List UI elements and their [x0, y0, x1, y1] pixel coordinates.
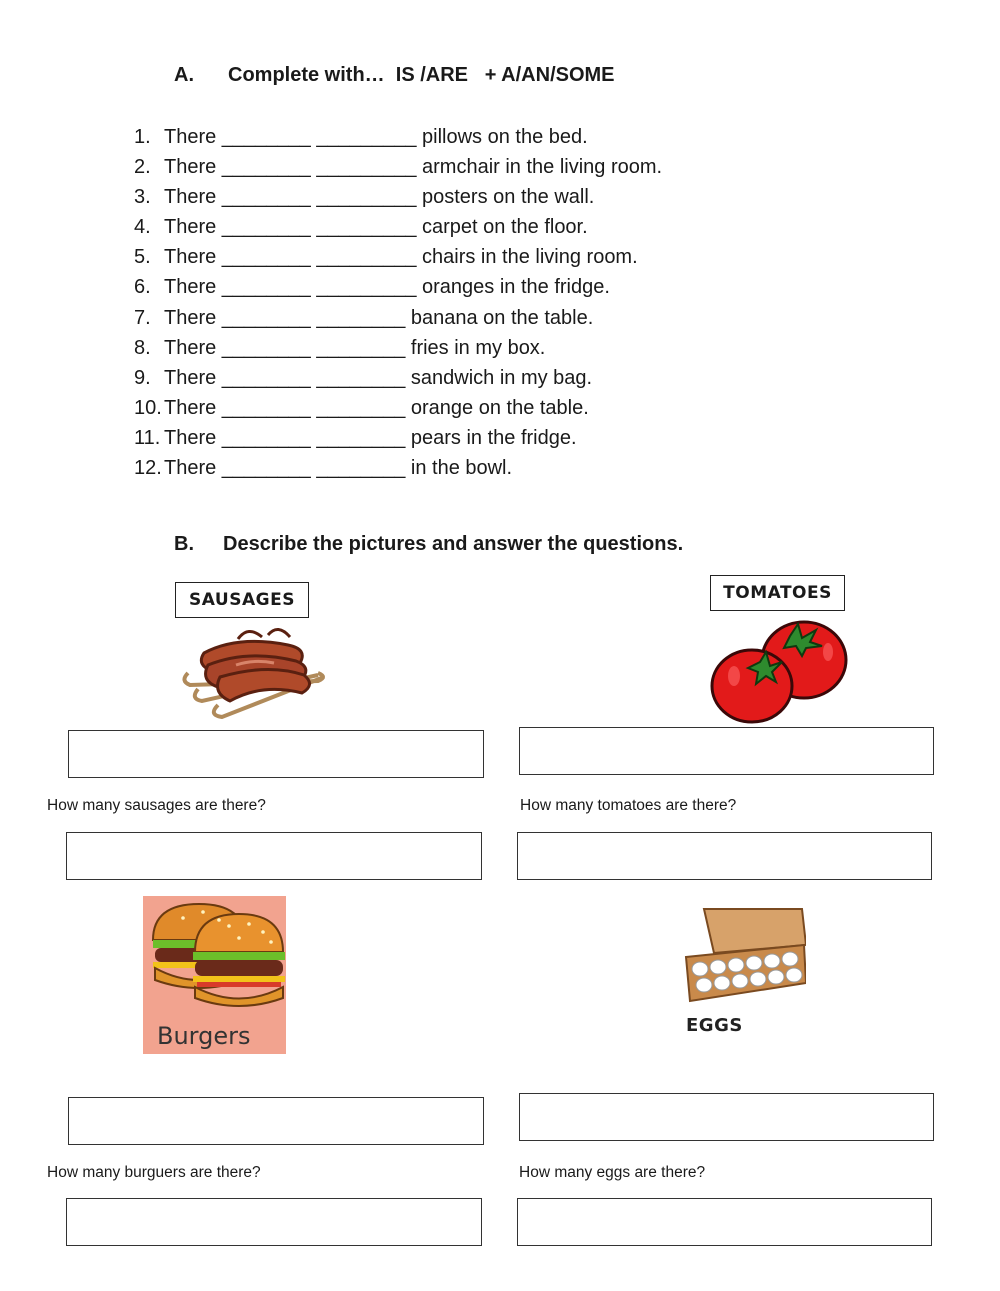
eggs-description-box[interactable] — [519, 1093, 934, 1141]
exercise-item-text: There ________ ________ in the bowl. — [164, 457, 513, 480]
section-b-letter: B. — [174, 533, 194, 555]
exercise-item — [134, 152, 662, 182]
tomatoes-description-box[interactable] — [519, 727, 934, 775]
section-b-title: Describe the pictures and answer the questions. — [223, 533, 684, 555]
exercise-item-number: 1. — [134, 126, 151, 148]
exercise-a-list — [134, 122, 662, 483]
exercise-item — [134, 453, 662, 483]
exercise-item-number: 12. — [134, 457, 162, 480]
egg-carton-icon — [684, 905, 806, 1005]
burgers-picture-caption: Burgers — [157, 1022, 251, 1050]
sausages-picture — [178, 615, 330, 723]
section-b-heading — [174, 533, 683, 556]
burger-icon — [143, 896, 286, 1016]
exercise-item-number: 5. — [134, 246, 151, 269]
exercise-item-number: 2. — [134, 156, 151, 179]
exercise-item-text: There ________ ________ orange on the table. — [164, 396, 589, 419]
exercise-item — [134, 272, 662, 302]
exercise-item-number: 8. — [134, 336, 151, 359]
exercise-item — [134, 182, 662, 212]
exercise-item — [134, 122, 662, 152]
exercise-item-text: There ________ ________ banana on the table. — [164, 306, 594, 329]
exercise-item — [134, 393, 662, 423]
burgers-question: How many burguers are there? — [47, 1164, 261, 1181]
tomatoes-label: TOMATOES — [710, 575, 845, 611]
eggs-picture — [684, 905, 806, 1039]
eggs-question: How many eggs are there? — [519, 1164, 706, 1181]
sausages-answer-box[interactable] — [66, 832, 482, 880]
section-a-title: Complete with… IS /ARE + A/AN/SOME — [228, 64, 615, 86]
tomatoes-picture — [710, 612, 850, 724]
exercise-item-text: There ________ ________ pears in the fridge. — [164, 426, 577, 449]
sausages-question: How many sausages are there? — [47, 797, 266, 814]
eggs-answer-box[interactable] — [517, 1198, 932, 1246]
burgers-answer-box[interactable] — [66, 1198, 482, 1246]
exercise-item — [134, 363, 662, 393]
exercise-item-number: 6. — [134, 276, 151, 299]
exercise-item-number: 11. — [134, 426, 161, 449]
sausages-label: SAUSAGES — [175, 582, 309, 618]
exercise-item — [134, 212, 662, 242]
exercise-item-text: There ________ _________ chairs in the living room. — [164, 246, 638, 269]
exercise-item — [134, 242, 662, 272]
eggs-picture-caption: EGGS — [686, 1015, 743, 1036]
exercise-item-number: 4. — [134, 216, 151, 239]
section-a-heading — [174, 64, 615, 87]
exercise-item-text: There ________ _________ posters on the wall. — [164, 186, 595, 209]
exercise-item-text: There ________ ________ fries in my box. — [164, 336, 546, 359]
exercise-item-number: 3. — [134, 186, 151, 209]
exercise-item-text: There ________ _________ oranges in the fridge. — [164, 276, 610, 299]
exercise-item-number: 7. — [134, 306, 151, 329]
exercise-item-text: There ________ _________ carpet on the floor. — [164, 216, 588, 239]
section-a-letter: A. — [174, 64, 194, 86]
burgers-picture — [143, 896, 286, 1054]
tomatoes-question: How many tomatoes are there? — [520, 797, 737, 814]
burgers-description-box[interactable] — [68, 1097, 484, 1145]
sausages-description-box[interactable] — [68, 730, 484, 778]
exercise-item — [134, 333, 662, 363]
tomatoes-answer-box[interactable] — [517, 832, 932, 880]
exercise-item-number: 10. — [134, 396, 162, 419]
exercise-item-text: There ________ ________ sandwich in my bag. — [164, 366, 593, 389]
exercise-item — [134, 423, 662, 453]
exercise-item-text: There ________ _________ armchair in the living room. — [164, 156, 663, 179]
exercise-item — [134, 303, 662, 333]
exercise-item-text: There ________ _________ pillows on the bed. — [164, 126, 588, 148]
exercise-item-number: 9. — [134, 366, 151, 389]
